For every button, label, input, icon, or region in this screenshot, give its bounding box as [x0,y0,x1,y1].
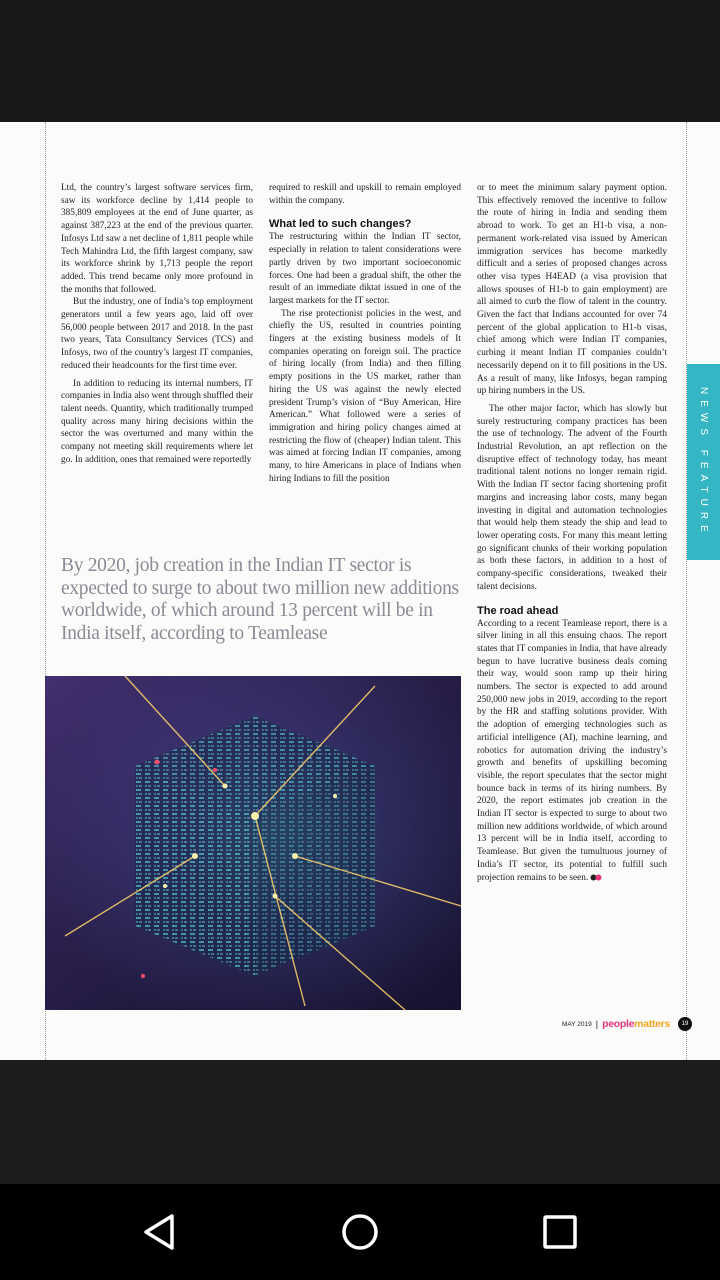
reader-bottom-area [0,1060,720,1184]
paragraph: or to meet the minimum salary payment option. This effectively removed the incentive to follow the route of hiring in India and sending them abroad to work. To get an H1-b visa, a non-permanent work-related visa issued by American immigration services has become markedly difficult and a series of proposed changes across other visa types H4EAD (a visa provision that allows spouses of H1-b to gain employment) are all aimed to curb the flow of talent in the country. Given the fact that Indians accounted for over 74 percent of the global application to H1-b visas, chief among which were Indian IT companies, curbing it meant Indian IT companies couldn’t necessarily depend on it to fill positions in the US. As a result of many, like Infosys, began ramping up hiring numbers in the US. [477,183,667,397]
paragraph: The rise protectionist policies in the west, and chiefly the US, resulted in countries pointing fingers at the existing business models of It companies operating on foreign soil. The practice of hiring locally (from India) and then filling empty positions in the US market, rather than hiring the US was against the newly elected president Trump’s vision of “Buy American, Hire American.” What followed were a series of immigration and hiring policy changes aimed at restricting the flow of (cheaper) Indian talent. This was aimed at forcing Indian IT companies, among many, to hire Americans in place of Indians when hiring Indians to fill the position [269,308,461,484]
paragraph-text: According to a recent Teamlease report, there is a silver lining in all this ensuing chaos. The report states that IT companies in India, that have already begun to have lucrative business deals coming their way, would soon ramp up their hiring numbers. The sector is expected to add around 250,000 new jobs in 2019, according to the report by the HR and staffing solutions provider. With the adoption of emerging technologies such as artificial intelligence (AI), machine learning, and robotics for automation driving the industry’s growth and benefits of upskilling becoming visible, the report speculates that the sector might bounce back in terms of its hiring numbers. By 2020, the report estimates job creation in the Indian IT sector is expected to surge to about two million new additions worldwide, of which around 13 percent will be in India itself, according to Teamlease. But given the tumultuous journey of India’s IT sector, its potential to fulfill such projection remains to be seen. [477,618,667,883]
article-column-3 [477,182,667,884]
reader-top-bar [0,0,720,122]
paragraph [477,618,667,885]
section-tab [687,364,720,560]
magazine-page[interactable] [0,122,720,1060]
paragraph: But the industry, one of India’s top employment generators until a few years ago, laid off over 56,000 people between 2017 and 2018. In the past two years, Tata Consultancy Services (TCS) and Infosys, two of the country’s largest IT companies, reduced their headcounts for the first time ever. [61,297,253,371]
brand-logo-part: matters [634,1018,670,1030]
article-column-1 [61,182,253,466]
paragraph: required to reskill and upskill to remain employed within the company. [269,183,461,206]
section-heading: The road ahead [477,604,559,617]
page-number: 19 [678,1017,692,1031]
circuit-cube-photo [45,676,461,1010]
section-tab-label: NEWS FEATURE [698,386,709,538]
back-triangle-icon[interactable] [136,1208,184,1256]
pull-quote: By 2020, job creation in the Indian IT sector is expected to surge to about two million new additions worldwide, of which around 13 percent will be in India itself, according to Teamlease [61,555,459,644]
issue-date: MAY 2019 [562,1020,592,1028]
recent-apps-square-icon[interactable] [536,1208,584,1256]
paragraph: In addition to reducing its internal numbers, IT companies in India also went through shuffled their talent needs. Quantity, which traditionally trumped quality across many hiring decisions within the sector the was overturned and many within the company not meeting skill requirements where let go. In addition, ones that remained were reportedly [61,378,253,465]
article-column-2 [269,182,461,485]
footer-separator: | [595,1019,599,1029]
article-end-mark-icon [590,874,602,881]
paragraph: Ltd, the country’s largest software services firm, saw its workforce decline by 1,414 people to 385,809 employees at the end of June quarter, as against 387,223 at the end of the previous quarter. Infosys Ltd saw a net decline of 1,811 people while Tech Mahindra Ltd, the fifth largest company, saw its workforce shrink by 1,713 people the report added. This trend became only more profound in the months that followed. [61,183,253,295]
page-footer [562,1017,692,1031]
home-circle-icon[interactable] [336,1208,384,1256]
brand-logo [602,1018,670,1030]
right-margin-guide [686,122,687,1060]
brand-logo-part: people [602,1018,635,1030]
paragraph: The other major factor, which has slowly but surely restructuring company practices has been the use of technology. The advent of the Fourth Industrial Revolution, an apt reflection on the disruptive effect of technology today, has meant traditional talent notions no longer remain rigid. With the Indian IT sector facing shortening profit margins and increasing labor costs, many began investing in digital and automation technologies that would help them steady the ship and lead to lower operating costs. For many this meant letting go significant chunks of their working population as both these factors, in addition to a host of company-specific considerations, tweaked their talent decisions. [477,403,667,592]
paragraph: The restructuring within the Indian IT sector, especially in relation to talent considerations were partly driven by two important socioeconomic forces. One had been a gradual shift, the other the result of an immediate diktat issued in one of the largest markets for the IT sector. [269,232,461,306]
section-heading: What led to such changes? [269,218,412,231]
